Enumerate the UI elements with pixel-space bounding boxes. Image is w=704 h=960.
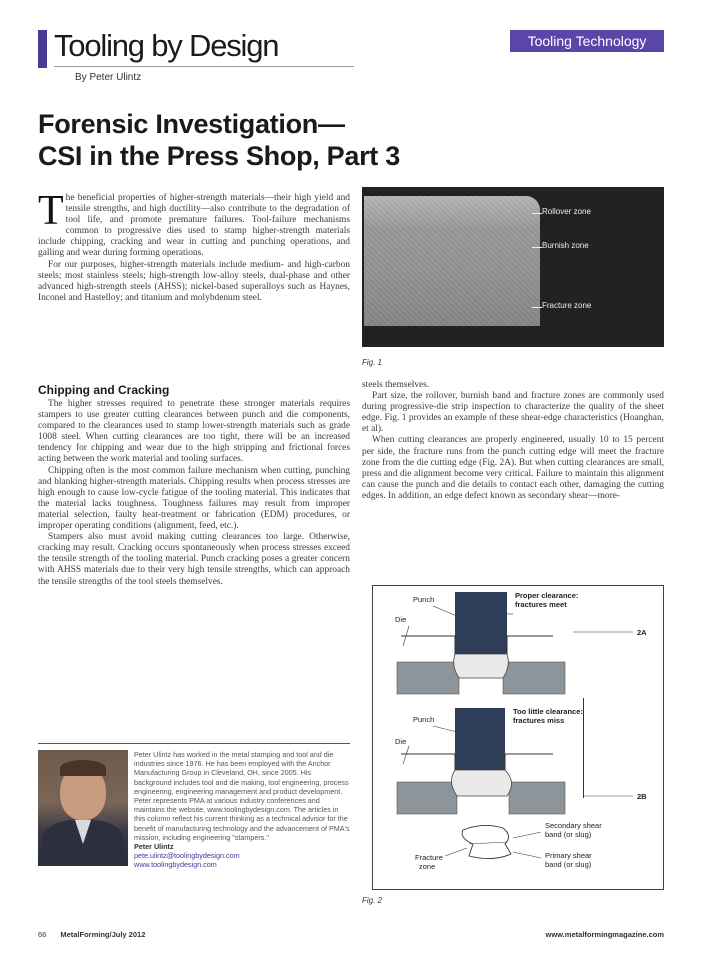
figure-1-photo: [362, 187, 664, 347]
intro-paragraph-2: For our purposes, higher-strength materials include medium- and high-carbon steels; most stainless steels; high-strength low-alloy steels, dual-phase and other advanced high-strength steels (AHSS); nickel-based superalloys such as Haynes, Inconel and Hastelloy; and titanium and molybdenum steel.: [38, 259, 350, 303]
footer-left: [38, 930, 145, 939]
die-label-a: Die: [395, 615, 407, 624]
burnish-zone-label: Burnish zone: [542, 241, 589, 250]
footer-url: www.metalformingmagazine.com: [545, 930, 664, 939]
headline-line-1: Forensic Investigation—: [38, 109, 345, 139]
figure-2-caption: Fig. 2: [362, 896, 383, 905]
column-2-paragraph-2: When cutting clearances are properly engineered, usually 10 to 15 percent per side, the fracture runs from the punch cutting edge will meet the fracture zone from the die cutting edge (Fig. 2A). But when cutting clearances are small, press and die alignment become very critical. Failure to maintain this alignment can cause the punch and die details to contact each other, damaging the cutting edges. In addition, an edge defect known as secondary shear—more-: [362, 435, 664, 501]
issue-label: MetalForming/July 2012: [60, 930, 146, 939]
page-number: 66: [38, 930, 47, 939]
note-b-line-2: fractures miss: [513, 716, 565, 725]
label-2b: 2B: [637, 792, 647, 801]
note-b-line-1: Too little clearance:: [513, 707, 583, 716]
intro-paragraph-1: The beneficial properties of higher-strength materials—their high yield and tensile strengths, and high ductility—also contribute to the degradation of tool life, and promote premature failures. Tool-failure mechanisms common to progressive dies used to stamp higher-strength materials include chipping, cracking and wear in cutting and punching operations, and galling and wear during forming operations.: [38, 193, 350, 259]
die-label-b: Die: [395, 737, 407, 746]
bio-divider: [38, 743, 350, 744]
fracture-tick: [532, 307, 542, 308]
die-left-b: [397, 782, 457, 814]
author-email-link[interactable]: pete.ulintz@toolingbydesign.com: [134, 851, 240, 861]
column-2-continuation: steels themselves.: [362, 380, 430, 390]
author-signature: Peter Ulintz: [134, 842, 174, 852]
column-2-paragraph-1: Part size, the rollover, burnish band and fracture zones are commonly used during progressive-die strip inspection to characterize the quality of the sheet edge. Fig. 1 provides an example of these shear-edge characteristics (Hoanghan, et al).: [362, 391, 664, 435]
article-headline: [38, 108, 658, 172]
figure-1-caption: Fig. 1: [362, 358, 383, 367]
diagram-2b: [395, 698, 647, 814]
rollover-tick: [532, 213, 542, 214]
primary-shear-line-2: band (or slug): [545, 860, 592, 869]
author-website-link[interactable]: www.toolingbydesign.com: [134, 860, 217, 870]
slug-b: [451, 770, 511, 796]
column-1-text: [38, 399, 350, 735]
author-photo: [38, 750, 128, 866]
figure-2-diagram: [372, 585, 664, 890]
column-1-paragraph-2: Chipping often is the most common failure mechanism when cutting, punching and blanking higher-strength materials. Chipping results when process stresses are high enough to cause low-cycle fatigue of the tooling material. This indicates that the material lacks toughness. Toughness failures may result from improper material selection, faulty heat-treatment or fabrication (EDM) procedures, or improper operating conditions (alignment, feed, etc.).: [38, 465, 350, 532]
punch-b: [455, 708, 505, 770]
title-rule: [54, 66, 354, 67]
column-1-paragraph-1: The higher stresses required to penetrate these stronger materials requires stampers to use greater cutting clearances between punch and die components, compared to the clearances used to stamp lower-strength materials such as grade 1008 steel. When cutting clearances are too tight, there will be an increased tendency for chipping and wear due to the high stripping and frictional forces acting between the work material and tooling surfaces.: [38, 399, 350, 465]
primary-shear-line-1: Primary shear: [545, 851, 592, 860]
intro-text: [38, 193, 350, 355]
burnish-tick: [532, 247, 542, 248]
section-tag: Tooling Technology: [510, 30, 664, 52]
die-right-b: [509, 782, 565, 814]
note-a-line-1: Proper clearance:: [515, 591, 579, 600]
drop-cap: T: [38, 193, 64, 234]
secondary-shear-line-2: band (or slug): [545, 830, 592, 839]
punch-label-b: Punch: [413, 715, 435, 724]
punch-label-a: Punch: [413, 595, 435, 604]
fracture-label-line-2: zone: [419, 862, 436, 871]
author-bio: [134, 750, 350, 900]
section-color-bar: [38, 30, 47, 68]
column-title: Tooling by Design: [54, 28, 279, 63]
fracture-zone-label: Fracture zone: [542, 301, 592, 310]
column-2-text: [362, 380, 664, 578]
fracture-label-line-1: Fracture: [415, 853, 443, 862]
diagram-2a: [395, 591, 647, 694]
bio-text: Peter Ulintz has worked in the metal stamping and tool and die industries since 1976. He has been employed with the Anchor Manufacturing Group in Cleveland, OH, since 2005. His background includes tool and die making, tool engineering, process engineering, engineering management and product development. Peter represents PMA at various industry conferences and maintains the website, www.toolingbydesign.com. The articles in this column reflect his current thinking as a technical advisor for the benefit of manufacturing technology and the advancement of PMA's mission, including engineering "stampers.": [134, 750, 350, 842]
punch-a: [455, 592, 507, 654]
section-heading: Chipping and Cracking: [38, 383, 170, 397]
note-a-line-2: fractures meet: [515, 600, 567, 609]
headline-line-2: CSI in the Press Shop, Part 3: [38, 141, 400, 171]
die-right-a: [503, 662, 565, 694]
column-1-paragraph-3: Stampers also must avoid making cutting clearances too large. Otherwise, cracking may result. Cracking occurs spontaneously when process stresses exceed the tensile strength of the tooling material. Punch cracking poses a greater concern with AHSS materials due to their very high tensile strengths, which can approach the tensile strengths of the tool steels themselves.: [38, 532, 350, 587]
sheared-edge-image: [364, 196, 540, 326]
slug-detail: [415, 821, 602, 871]
byline: By Peter Ulintz: [75, 72, 142, 83]
rollover-zone-label: Rollover zone: [542, 207, 591, 216]
die-left-a: [397, 662, 459, 694]
label-2a: 2A: [637, 628, 647, 637]
secondary-shear-line-1: Secondary shear: [545, 821, 602, 830]
clearance-diagram: [373, 586, 663, 889]
slug-a: [454, 654, 509, 678]
